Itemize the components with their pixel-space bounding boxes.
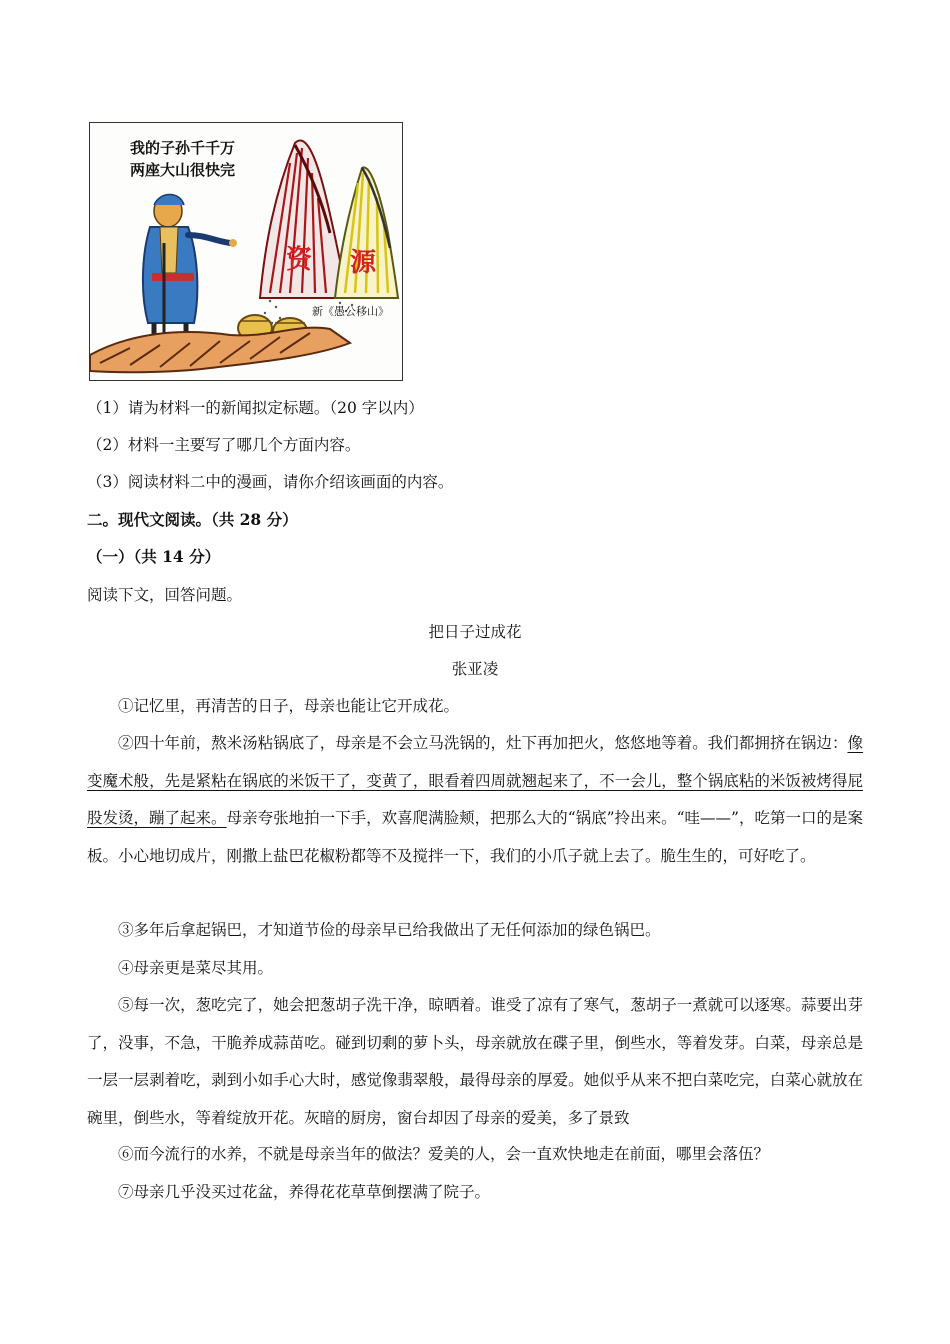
article-author: 张亚凌	[451, 660, 499, 678]
cartoon-illustration	[89, 122, 403, 381]
paragraph-3: ③多年后拿起锅巴，才知道节俭的母亲早已给我做出了无任何添加的绿色锅巴。	[118, 921, 661, 939]
ground	[90, 328, 350, 373]
mountain-label-1: 资	[286, 245, 313, 275]
cartoon-caption-1: 我的子孙千千万	[130, 139, 236, 157]
question-2: （2）材料一主要写了哪几个方面内容。	[87, 436, 361, 454]
reading-instruction: 阅读下文，回答问题。	[87, 586, 243, 604]
paragraph-5: ⑤每一次，葱吃完了，她会把葱胡子洗干净，晾晒着。谁受了凉有了寒气，葱胡子一煮就可以逐寒。蒜要出芽了，没事，不急，干脆养成蒜苗吃。碰到切剩的萝卜头，母亲就放在碟子里，倒些水，等着发芽。白菜，母亲总是一层一层剥着吃，剥到小如手心大时，感觉像翡翠般，最得母亲的厚爱。她似乎从来不把白菜吃完，白菜心就放在碗里，倒些水，等着绽放开花。灰暗的厨房，窗台却因了母亲的爱美，多了景致	[87, 996, 863, 1127]
question-3: （3）阅读材料二中的漫画，请你介绍该画面的内容。	[87, 473, 454, 491]
cartoon-caption-2: 两座大山很快完	[130, 161, 236, 179]
paragraph-6: ⑥而今流行的水养，不就是母亲当年的做法？爱美的人，会一直欢快地走在前面，哪里会落伍？	[118, 1145, 770, 1163]
paragraph-2-lead: ②四十年前，熬米汤粘锅底了，母亲是不会立马洗锅的，灶下再加把火，悠悠地等着。我们都拥挤在锅边：	[118, 734, 848, 752]
mountain-label-2: 源	[350, 248, 377, 278]
yellow-mountain	[335, 167, 398, 298]
old-man-figure	[143, 195, 237, 349]
question-1: （1）请为材料一的新闻拟定标题。（20 字以内）	[87, 399, 424, 417]
paragraph-2	[87, 725, 863, 875]
section-title: 二。现代文阅读。（共 28 分）	[87, 510, 298, 529]
cartoon-credit: 新《愚公移山》	[312, 305, 389, 318]
paragraph-7: ⑦母亲几乎没买过花盆，养得花花草草倒摆满了院子。	[118, 1183, 491, 1201]
paragraph-4: ④母亲更是菜尽其用。	[118, 959, 274, 977]
paragraph-1: ①记忆里，再清苦的日子，母亲也能让它开成花。	[118, 697, 460, 715]
cartoon-drawing	[90, 123, 401, 379]
paragraph-2-tail: 母亲夸张地拍一下手，欢喜爬满脸颊，把那么大的“锅底”拎出来。“哇——”，吃第一口的是案板。小心地切成片，刚撒上盐巴花椒粉都等不及搅拌一下，我们的小爪子就上去了。脆生生的，可好吃了。	[87, 809, 863, 865]
article-title: 把日子过成花	[428, 623, 522, 641]
paragraph-2-underlined: 像变魔术般，先是紧粘在锅底的米饭干了，变黄了，眼看着四周就翘起来了，不一会儿，整个锅底粘的米饭被烤得屁股发烫，蹦了起来。	[87, 734, 863, 827]
subsection-title: （一）（共 14 分）	[87, 547, 221, 566]
